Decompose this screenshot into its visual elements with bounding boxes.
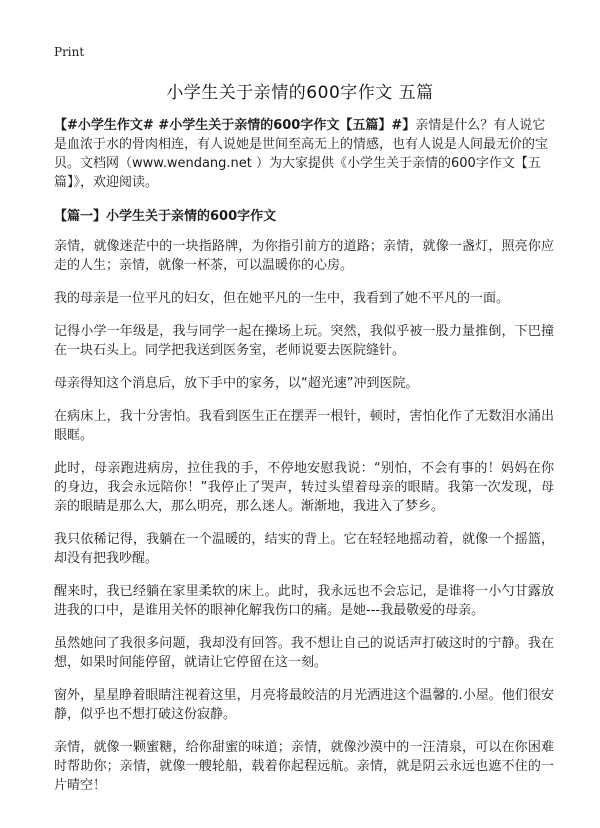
intro-lead: 【#小学生作文# #小学生关于亲情的600字作文【五篇】#】	[54, 118, 416, 133]
paragraph-11: 亲情，就像一颗蜜糖，给你甜蜜的味道；亲情，就像沙漠中的一汪清泉，可以在你困难时帮助你；亲情，就像一艘轮船，载着你起程远航。亲情，就是阴云永远也遮不住的一片晴空！	[54, 740, 554, 793]
paragraph-6: 此时，母亲跑进病房，拉住我的手，不停地安慰我说：“别怕，不会有事的！妈妈在你的身边，我会永远陪你！”我停止了哭声，转过头望着母亲的眼睛。我第一次发现，母亲的眼睛是那么大，那么明亮，那么迷人。渐渐地，我进入了梦乡。	[54, 461, 554, 514]
paragraph-8: 醒来时，我已经躺在家里柔软的床上。此时，我永远也不会忘记，是谁将一小勺甘露放进我的口中，是谁用关怀的眼神化解我伤口的痛。是她---我最敬爱的母亲。	[54, 584, 554, 618]
section-heading: 【篇一】小学生关于亲情的600字作文	[54, 209, 277, 224]
article-body	[54, 116, 554, 809]
paragraph-7: 我只依稀记得，我躺在一个温暖的，结实的背上。它在轻轻地摇动着，就像一个摇篮，却没有把我吵醒。	[54, 532, 554, 566]
paragraph-5: 在病床上，我十分害怕。我看到医生正在摆弄一根针，顿时，害怕化作了无数泪水涌出眼眶。	[54, 409, 554, 443]
paragraph-4: 母亲得知这个消息后，放下手中的家务，以“超光速”冲到医院。	[54, 376, 419, 391]
paragraph-3: 记得小学一年级是，我与同学一起在操场上玩。突然，我似乎被一股力量推倒，下巴撞在一块石头上。同学把我送到医务室，老师说要去医院缝针。	[54, 324, 554, 358]
paragraph-1: 亲情，就像迷茫中的一块指路牌，为你指引前方的道路；亲情，就像一盏灯，照亮你应走的人生；亲情，就像一杯茶，可以温暖你的心房。	[54, 239, 554, 273]
print-label: Print	[54, 45, 85, 59]
paragraph-2: 我的母亲是一位平凡的妇女，但在她平凡的一生中，我看到了她不平凡的一面。	[54, 291, 510, 306]
intro-body: 亲情是什么？有人说它是血浓于水的骨肉相连，有人说她是世间至高无上的情感，也有人说是人间最无价的宝贝。文档网（www.wendang.net ）为大家提供《小学生关于亲情的600字作文【五篇】》，欢迎阅读。	[54, 118, 549, 190]
paragraph-9: 虽然她问了我很多问题，我却没有回答。我不想让自己的说话声打破这时的宁静。我在想，如果时间能停留，就请让它停留在这一刻。	[54, 636, 554, 670]
paragraph-10: 窗外，星星睁着眼睛注视着这里，月亮将最皎洁的月光洒进这个温馨的.小屋。他们很安静，似乎也不想打破这份寂静。	[54, 688, 554, 722]
page-title: 小学生关于亲情的600字作文 五篇	[166, 83, 434, 103]
intro-paragraph	[54, 116, 554, 192]
